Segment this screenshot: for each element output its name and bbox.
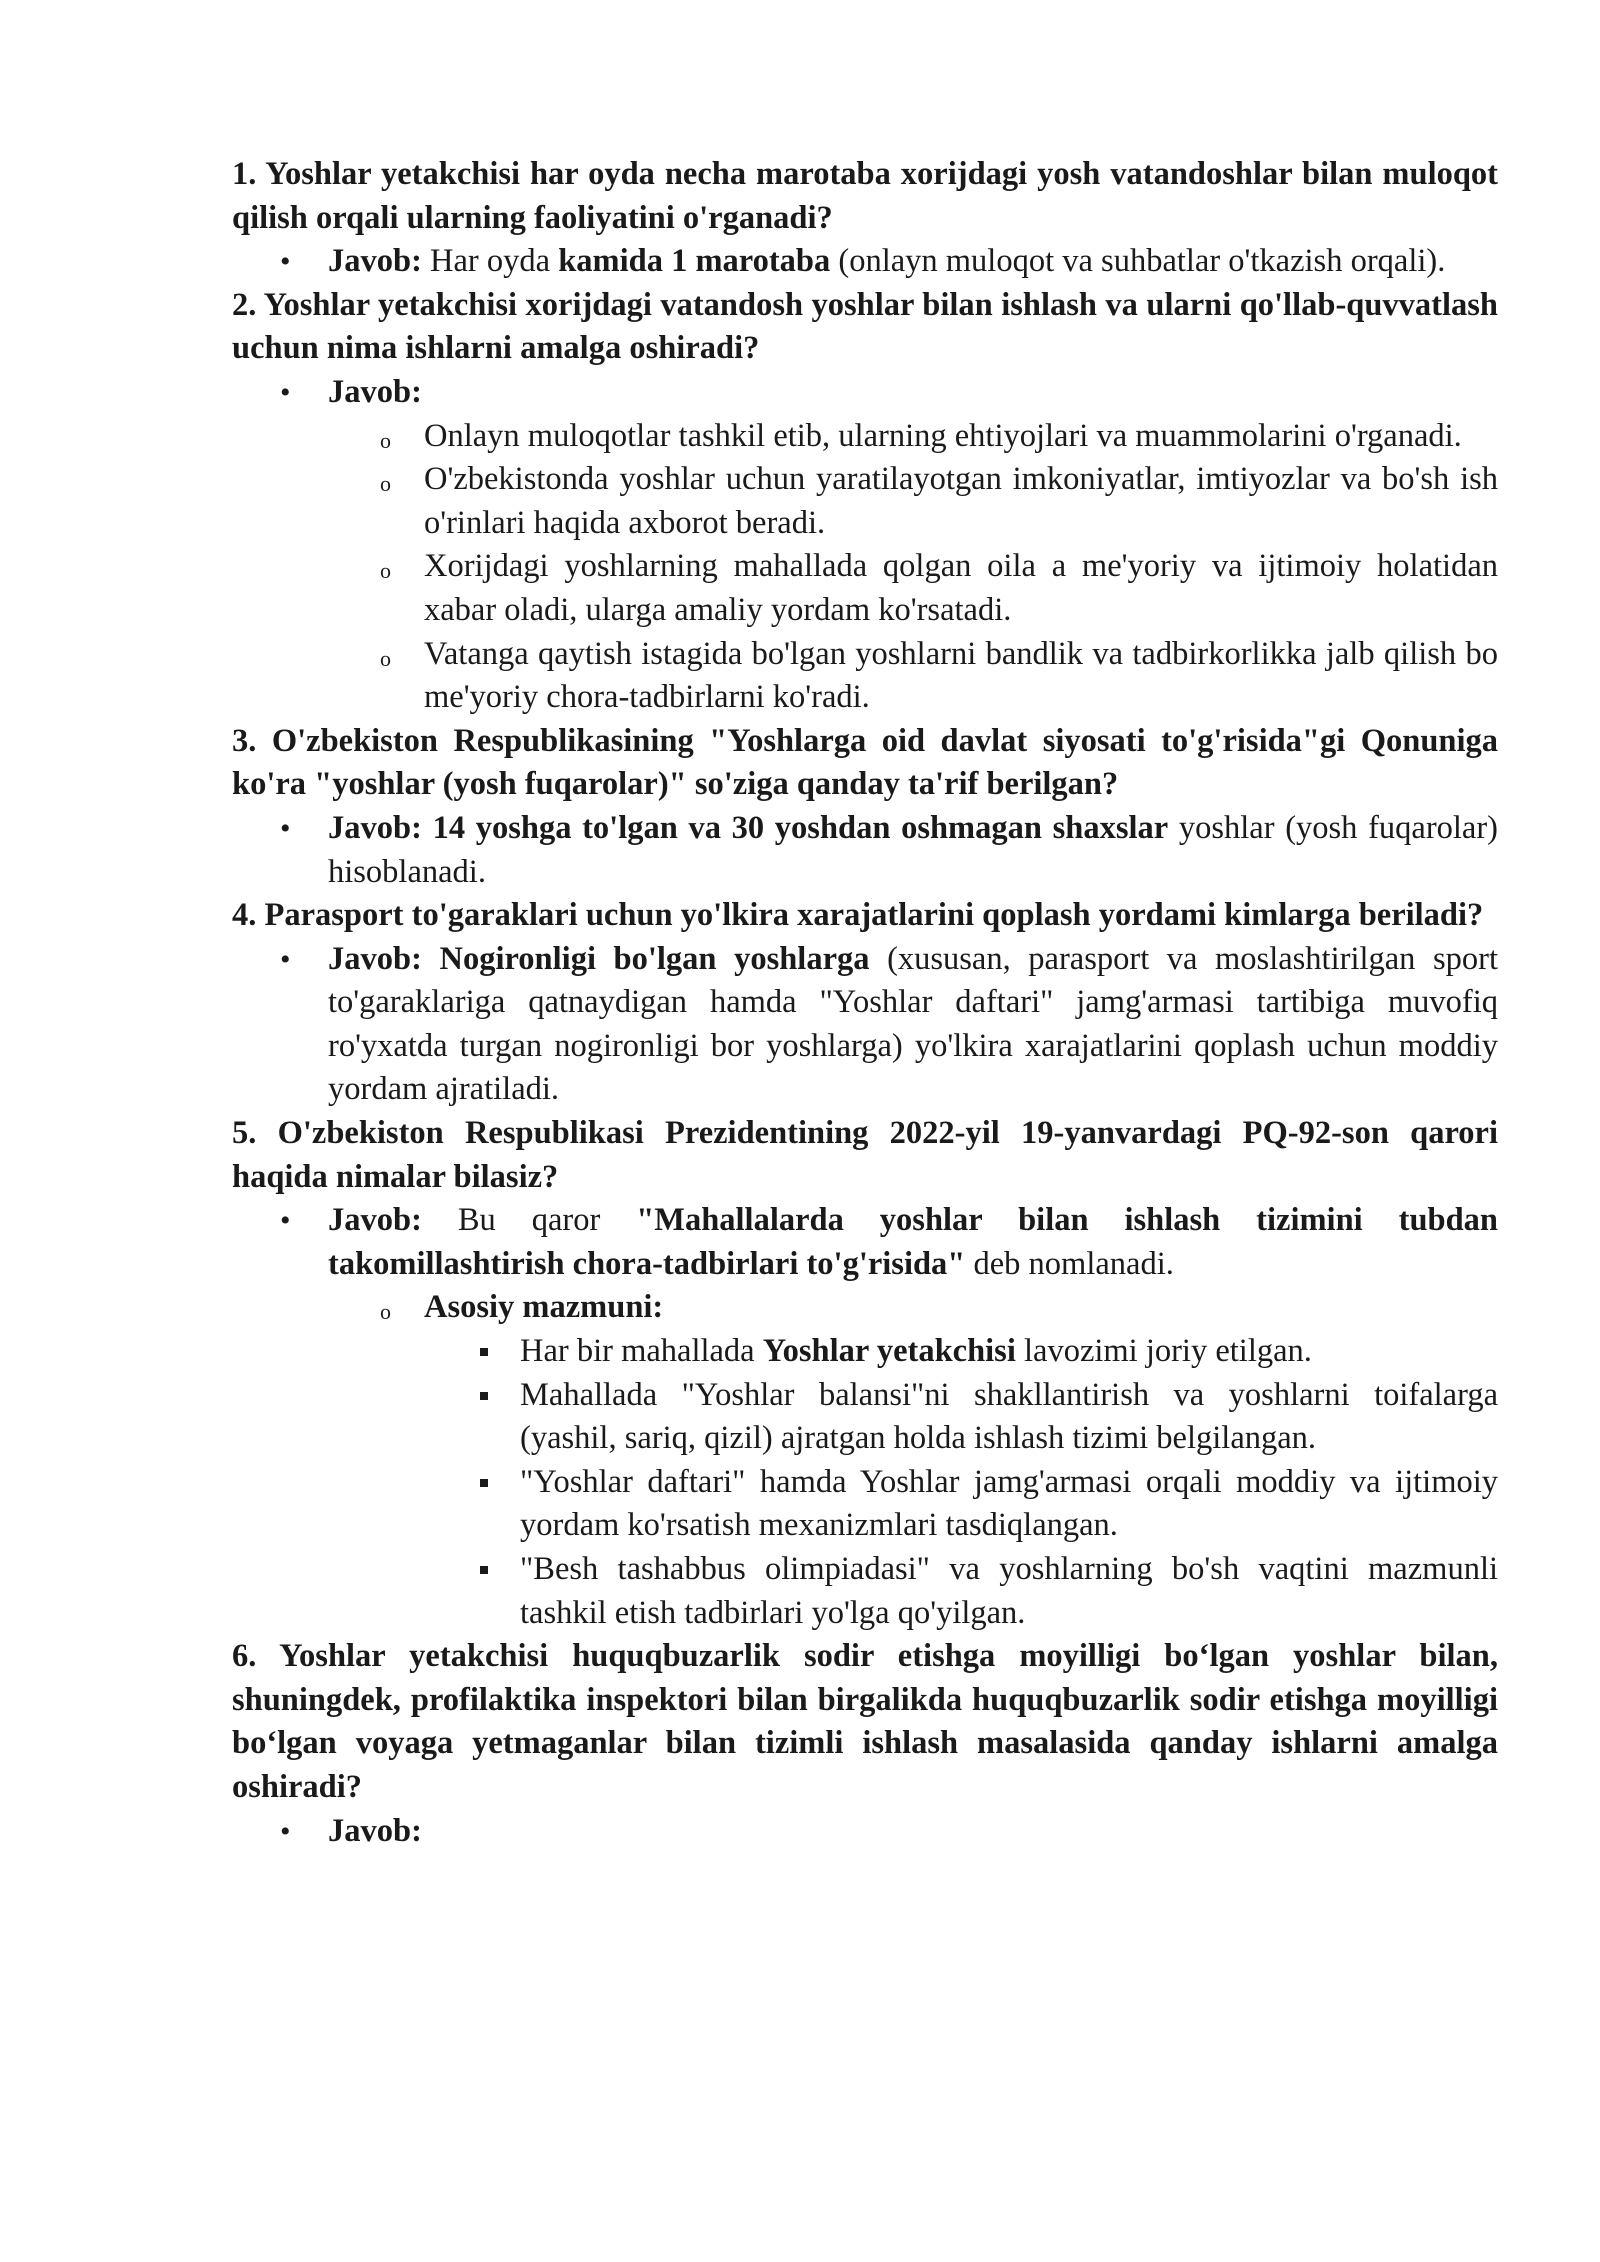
list-item: o Vatanga qaytish istagida bo'lgan yoshlarni bandlik va tadbirkorlikka jalb qilish bo me'yoriy chora-tadbirlarni ko'radi. bbox=[328, 633, 1498, 720]
sub-label: Asosiy mazmuni: bbox=[424, 1289, 664, 1326]
answer-3 bbox=[232, 807, 1498, 894]
answer-list-6 bbox=[232, 1810, 1498, 1854]
answer-text: deb nomlanadi. bbox=[965, 1245, 1174, 1282]
item-text: Har bir mahallada bbox=[520, 1333, 763, 1370]
question-6: 6. Yoshlar yetakchisi huquqbuzarlik sodir etishga moyilligi bo‘lgan yoshlar bilan, shuningdek, profilaktika inspektori bilan birgalikda huquqbuzarlik sodir etishga moyilligi bo‘lgan voyaga yetmaganlar bilan tizimli ishlash masalasida qanday ishlarni amalga oshiradi? bbox=[232, 1638, 1498, 1805]
answer-emphasis: "Mahallalarda yoshlar bilan ishlash tizimini tubdan takomillashtirish chora-tadbirlari to'g'risida" bbox=[328, 1202, 1499, 1282]
list-item bbox=[328, 1286, 1498, 1635]
answer-label: Javob: bbox=[328, 1812, 422, 1849]
answer-4 bbox=[232, 938, 1498, 1112]
answer-label: Javob: bbox=[328, 809, 422, 846]
item-text: Mahallada "Yoshlar balansi"ni shakllantirish va yoshlarni toifalarga (yashil, sariq, qizil) ajratgan holda ishlash tizimi belgilangan. bbox=[520, 1376, 1498, 1457]
answer-label: Javob: bbox=[328, 940, 422, 977]
item-text: "Besh tashabbus olimpiadasi" va yoshlarning bo'sh vaqtini mazmunli tashkil etish tadbirlari yo'lga qo'yilgan. bbox=[520, 1551, 1498, 1631]
answer-text: Har oyda bbox=[421, 243, 559, 280]
question-2: 2. Yoshlar yetakchisi xorijdagi vatandosh yoshlar bilan ishlash va ularni qo'llab-quvvatlash uchun nima ishlarni amalga oshiradi? bbox=[232, 286, 1498, 367]
answer-6 bbox=[232, 1810, 1498, 1854]
answer-text: (onlayn muloqot va suhbatlar o'tkazish orqali). bbox=[830, 243, 1446, 280]
answer-sublist bbox=[328, 1286, 1498, 1635]
list-item bbox=[424, 1548, 1498, 1635]
answer-list-4 bbox=[232, 938, 1498, 1112]
answer-5 bbox=[232, 1199, 1498, 1635]
list-item: o O'zbekistonda yoshlar uchun yaratilayotgan imkoniyatlar, imtiyozlar va bo'sh ish o'rinlari haqida axborot beradi. bbox=[328, 458, 1498, 545]
answer-list-5 bbox=[232, 1199, 1498, 1635]
nested-sublist bbox=[424, 1330, 1498, 1635]
answer-sublist bbox=[328, 415, 1498, 720]
list-item: o Xorijdagi yoshlarning mahallada qolgan oila a me'yoriy va ijtimoiy holatidan xabar oladi, ularga amaliy yordam ko'rsatadi. bbox=[328, 545, 1498, 632]
list-item: o Onlayn muloqotlar tashkil etib, ularning ehtiyojlari va muammolarini o'rganadi. bbox=[328, 415, 1498, 459]
answer-text: (xususan, parasport va moslashtirilgan sport to'garaklariga qatnaydigan hamda "Yoshlar daftari" jamg'armasi tartibiga muvofiq ro'yxatda turgan nogironligi bor yoshlarga) yo'lkira xarajatlarini qoplash uchun moddiy yordam ajratiladi. bbox=[328, 940, 1498, 1108]
answer-2 bbox=[232, 371, 1498, 720]
answer-text: Bu qaror bbox=[421, 1202, 637, 1239]
answer-list-1 bbox=[232, 240, 1498, 284]
list-item bbox=[424, 1330, 1498, 1374]
answer-list-3 bbox=[232, 807, 1498, 894]
list-item bbox=[424, 1374, 1498, 1461]
answer-emphasis: 14 yoshga to'lgan va 30 yoshdan oshmagan shaxslar bbox=[421, 809, 1169, 846]
question-3: 3. O'zbekiston Respublikasining "Yoshlarga oid davlat siyosati to'g'risida"gi Qonuniga ko'ra "yoshlar (yosh fuqarolar)" so'ziga qanday ta'rif berilgan? bbox=[232, 722, 1498, 803]
document-page bbox=[232, 153, 1498, 1853]
answer-label: Javob: bbox=[328, 373, 422, 410]
item-emphasis: Yoshlar yetakchisi bbox=[762, 1333, 1016, 1370]
answer-1 bbox=[232, 240, 1498, 284]
answer-list-2 bbox=[232, 371, 1498, 720]
question-5: 5. O'zbekiston Respublikasi Prezidentining 2022-yil 19-yanvardagi PQ-92-son qarori haqida nimalar bilasiz? bbox=[232, 1115, 1498, 1195]
question-1: 1. Yoshlar yetakchisi har oyda necha marotaba xorijdagi yosh vatandoshlar bilan muloqot qilish orqali ularning faoliyatini o'rganadi? bbox=[232, 156, 1498, 236]
item-text: lavozimi joriy etilgan. bbox=[1015, 1333, 1312, 1370]
answer-emphasis: kamida 1 marotaba bbox=[558, 243, 831, 280]
question-4: 4. Parasport to'garaklari uchun yo'lkira xarajatlarini qoplash yordami kimlarga beriladi? bbox=[232, 897, 1484, 934]
answer-emphasis: Nogironligi bo'lgan yoshlarga bbox=[421, 940, 870, 977]
list-item bbox=[424, 1461, 1498, 1548]
answer-label: Javob: bbox=[328, 1202, 422, 1239]
answer-label: Javob: bbox=[328, 243, 422, 280]
item-text: "Yoshlar daftari" hamda Yoshlar jamg'armasi orqali moddiy va ijtimoiy yordam ko'rsatish mexanizmlari tasdiqlangan. bbox=[520, 1463, 1498, 1544]
answer-text: yoshlar (yosh fuqarolar) hisoblanadi. bbox=[328, 809, 1499, 890]
